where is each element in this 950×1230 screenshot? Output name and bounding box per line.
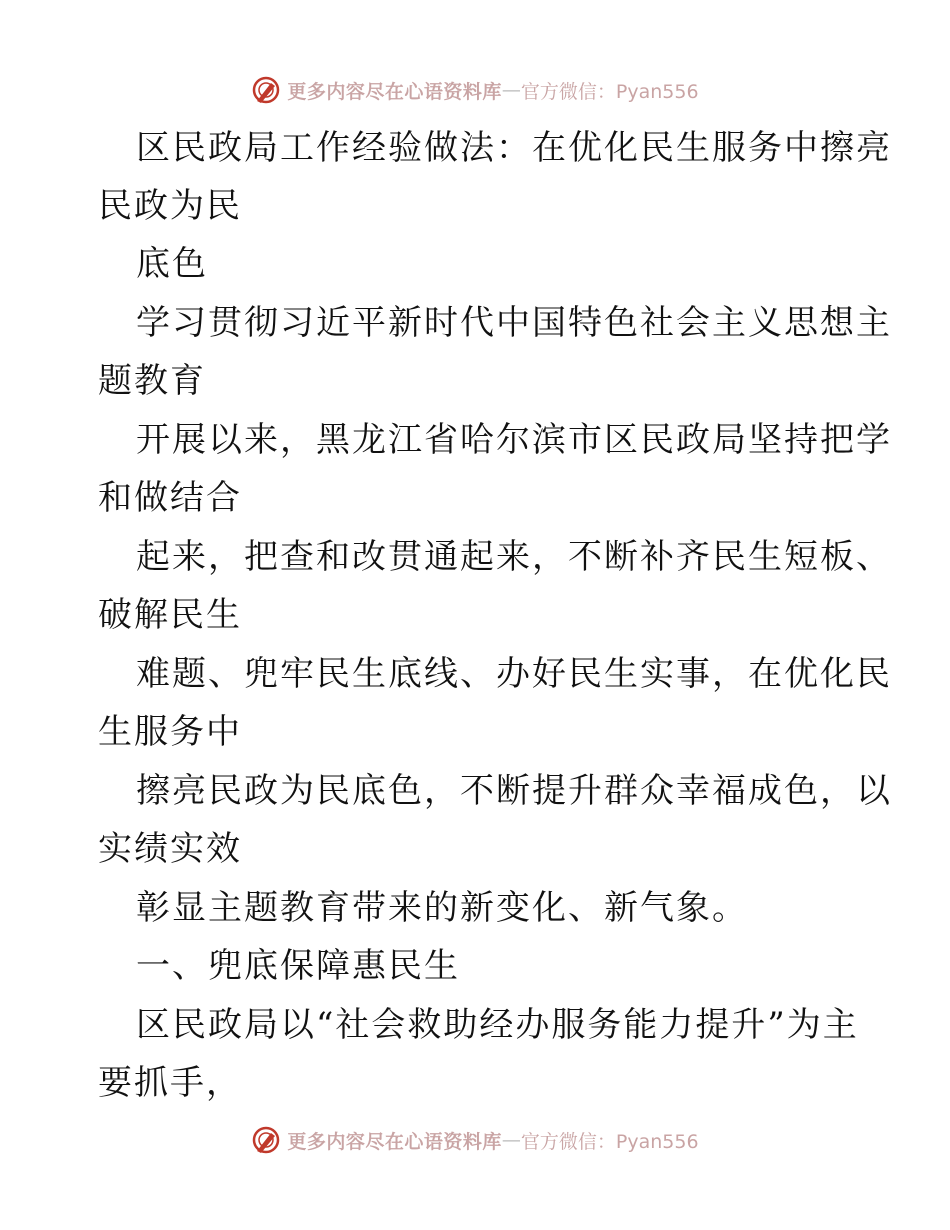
watermark-separator: — xyxy=(501,1129,521,1151)
paragraph-line: 难题、兜牢民生底线、办好民生实事，在优化民 xyxy=(136,654,892,694)
paragraph-line: 彰显主题教育带来的新变化、新气象。 xyxy=(136,888,748,928)
watermark-separator: — xyxy=(501,79,521,101)
paragraph-line: 题教育 xyxy=(98,361,206,401)
title-line-1: 区民政局工作经验做法：在优化民生服务中擦亮 xyxy=(136,128,892,168)
watermark-contact: 官方微信：Pyan556 xyxy=(520,1130,699,1153)
paragraph-line: 区民政局以“社会救助经办服务能力提升”为主 xyxy=(136,1005,859,1045)
title-line-3: 底色 xyxy=(136,244,208,284)
title-line-2: 民政为民 xyxy=(98,186,242,226)
pen-logo-icon xyxy=(251,75,281,105)
paragraph-line: 学习贯彻习近平新时代中国特色社会主义思想主 xyxy=(136,303,892,343)
watermark-text: 更多内容尽在心语资料库 xyxy=(287,80,502,103)
footer-watermark xyxy=(0,1122,950,1158)
paragraph-line: 要抓手， xyxy=(98,1063,242,1103)
paragraph-line: 实绩实效 xyxy=(98,829,242,869)
paragraph-line: 起来，把查和改贯通起来，不断补齐民生短板、 xyxy=(136,537,892,577)
paragraph-line: 开展以来，黑龙江省哈尔滨市区民政局坚持把学 xyxy=(136,420,892,460)
section-heading: 一、兜底保障惠民生 xyxy=(136,946,460,986)
watermark-text: 更多内容尽在心语资料库 xyxy=(287,1130,502,1153)
pen-logo-icon xyxy=(251,1125,281,1155)
paragraph-line: 生服务中 xyxy=(98,712,242,752)
watermark-contact: 官方微信：Pyan556 xyxy=(520,80,699,103)
paragraph-line: 和做结合 xyxy=(98,478,242,518)
paragraph-line: 擦亮民政为民底色，不断提升群众幸福成色，以 xyxy=(136,771,892,811)
paragraph-line: 破解民生 xyxy=(98,595,242,635)
header-watermark xyxy=(0,72,950,108)
